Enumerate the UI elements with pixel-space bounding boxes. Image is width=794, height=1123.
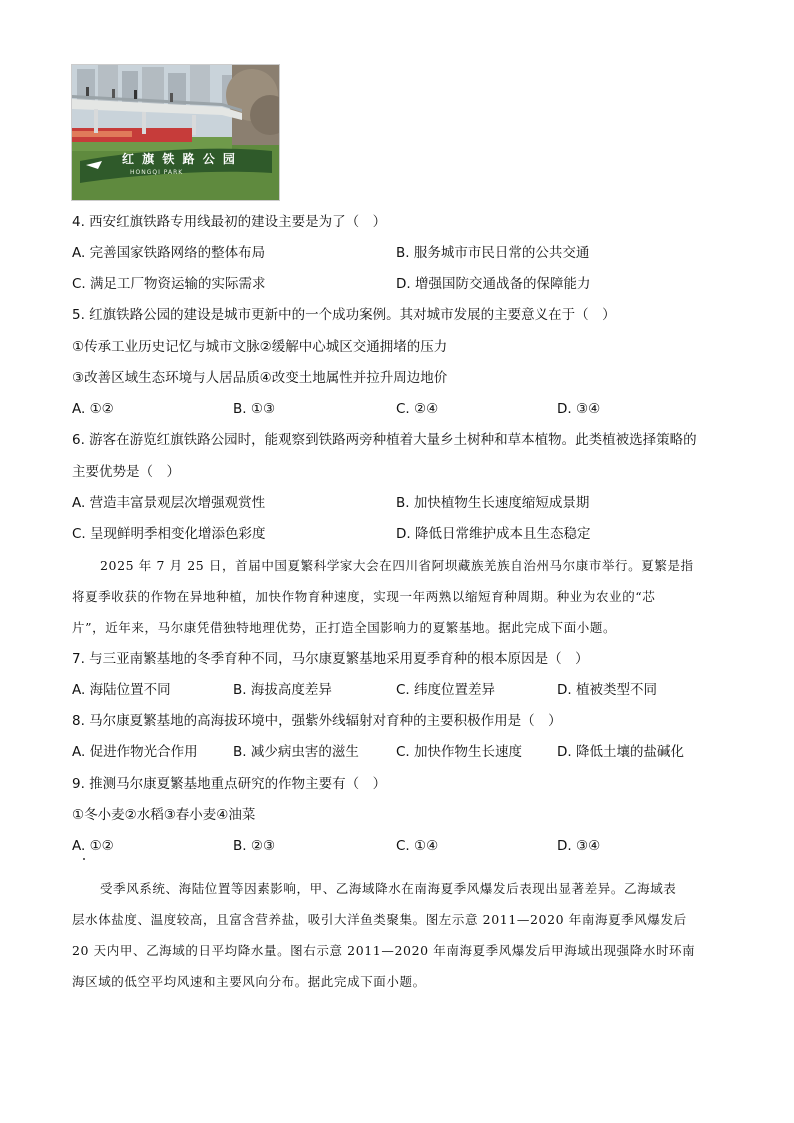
q9-option-b[interactable]: B. ②③ (233, 838, 276, 854)
q4-option-b[interactable]: B. 服务城市市民日常的公共交通 (396, 245, 590, 261)
q6-stem-line-2: 主要优势是（ ） (72, 464, 180, 480)
q4-option-c[interactable]: C. 满足工厂物资运输的实际需求 (72, 276, 266, 292)
q5-items-1: ①传承工业历史记忆与城市文脉②缓解中心城区交通拥堵的压力 (72, 339, 448, 355)
q6-option-b[interactable]: B. 加快植物生长速度缩短成景期 (396, 495, 590, 511)
q4-option-a[interactable]: A. 完善国家铁路网络的整体布局 (72, 245, 266, 261)
q8-stem: 8. 马尔康夏繁基地的高海拔环境中，强紫外线辐射对育种的主要积极作用是（ ） (72, 713, 562, 729)
q9-option-a[interactable]: A. ①② (72, 838, 114, 854)
park-photo-illustration (72, 65, 280, 201)
passage2-line-3: 20 天内甲、乙海域的日平均降水量。图右示意 2011—2020 年南海夏季风爆发后甲海域出现强降水时环南 (72, 943, 696, 958)
q8-option-d[interactable]: D. 降低土壤的盐碱化 (557, 744, 684, 760)
q5-option-a[interactable]: A. ①② (72, 401, 114, 417)
q6-option-c[interactable]: C. 呈现鲜明季相变化增添色彩度 (72, 526, 266, 542)
q5-items-2: ③改善区域生态环境与人居品质④改变土地属性并拉升周边地价 (72, 370, 448, 386)
q5-stem: 5. 红旗铁路公园的建设是城市更新中的一个成功案例。其对城市发展的主要意义在于（ ） (72, 307, 616, 323)
q8-option-a[interactable]: A. 促进作物光合作用 (72, 744, 198, 760)
q4-option-d[interactable]: D. 增强国防交通战备的保障能力 (396, 276, 591, 292)
q7-option-d[interactable]: D. 植被类型不同 (557, 682, 657, 698)
q5-option-d[interactable]: D. ③④ (557, 401, 601, 417)
passage1-line-3: 片”，近年来，马尔康凭借独特地理优势，正打造全国影响力的夏繁基地。据此完成下面小题。 (72, 620, 617, 635)
q6-option-a[interactable]: A. 营造丰富景观层次增强观赏性 (72, 495, 266, 511)
park-sign-text: 红 旗 铁 路 公 园 (122, 152, 237, 166)
q4-stem: 4. 西安红旗铁路专用线最初的建设主要是为了（ ） (72, 214, 387, 230)
q7-option-c[interactable]: C. 纬度位置差异 (396, 682, 496, 698)
passage1-line-2: 将夏季收获的作物在异地种植，加快作物育种速度，实现一年两熟以缩短育种周期。种业为农业的“芯 (72, 589, 656, 604)
park-photo (71, 64, 280, 201)
q7-option-b[interactable]: B. 海拔高度差异 (233, 682, 332, 698)
park-sign-subtext: HONGQI PARK (130, 169, 184, 176)
q7-stem: 7. 与三亚南繁基地的冬季育种不同，马尔康夏繁基地采用夏季育种的根本原因是（ ） (72, 651, 589, 667)
passage1-line-1: 2025 年 7 月 25 日，首届中国夏繁科学家大会在四川省阿坝藏族羌族自治州马尔康市举行。夏繁是指 (100, 558, 694, 573)
q5-option-c[interactable]: C. ②④ (396, 401, 439, 417)
q6-stem-line-1: 6. 游客在游览红旗铁路公园时，能观察到铁路两旁种植着大量乡土树种和草本植物。此类植被选择策略的 (72, 432, 697, 448)
q5-option-b[interactable]: B. ①③ (233, 401, 276, 417)
q6-option-d[interactable]: D. 降低日常维护成本且生态稳定 (396, 526, 591, 542)
q9-stem: 9. 推测马尔康夏繁基地重点研究的作物主要有（ ） (72, 776, 387, 792)
stray-mark (83, 858, 85, 860)
q9-option-d[interactable]: D. ③④ (557, 838, 601, 854)
q8-option-b[interactable]: B. 减少病虫害的滋生 (233, 744, 359, 760)
q8-option-c[interactable]: C. 加快作物生长速度 (396, 744, 523, 760)
passage2-line-1: 受季风系统、海陆位置等因素影响，甲、乙海域降水在南海夏季风爆发后表现出显著差异。乙海域表 (100, 881, 677, 896)
q7-option-a[interactable]: A. 海陆位置不同 (72, 682, 171, 698)
passage2-line-2: 层水体盐度、温度较高，且富含营养盐，吸引大洋鱼类聚集。图左示意 2011—2020 年南海夏季风爆发后 (72, 912, 687, 927)
q9-items: ①冬小麦②水稻③春小麦④油菜 (72, 807, 256, 823)
passage2-line-4: 海区域的低空平均风速和主要风向分布。据此完成下面小题。 (72, 974, 426, 989)
q9-option-c[interactable]: C. ①④ (396, 838, 439, 854)
